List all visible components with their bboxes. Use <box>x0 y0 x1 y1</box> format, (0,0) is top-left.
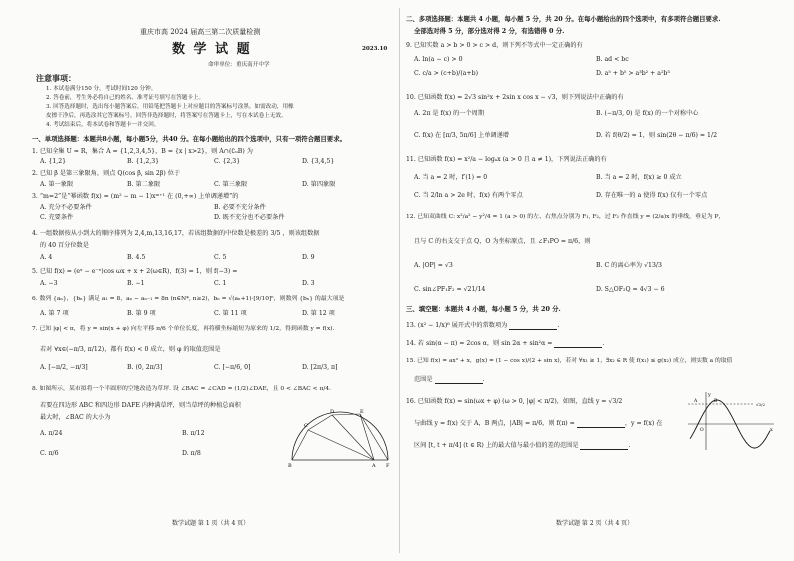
notice-item: 2. 答卷前，考生务必将自己的姓名、准考证号填写在答题卡上。 <box>46 95 205 101</box>
question-4: 4. 一组数据按从小到大的顺序排列为 2,4,m,13,16,17，若该组数据的中位数是极差的 3/5 ，则该组数据 <box>32 230 320 237</box>
option-d: D. [2π/3, π] <box>302 364 338 371</box>
chord <box>332 415 374 460</box>
chord <box>308 415 332 430</box>
option-d: D. 9 <box>302 254 315 261</box>
question-10: 10. 已知函数 f(x) = 2√3 sin²x + 2sin x cos x − √3，则下列说法中正确的有 <box>406 94 624 101</box>
option-c: C. 第 11 项 <box>214 310 247 317</box>
question-2: 2. 已知 β 是第三象限角，则点 Q(cos β, sin 2β) 位于 <box>32 170 181 177</box>
origin-label: O <box>700 428 704 433</box>
option-c: C. 5 <box>214 254 227 261</box>
author-unit: 命审单位：重庆南开中学 <box>208 62 270 68</box>
question-6: 6. 数列 {aₙ}，{bₙ} 满足 a₁ = 8，aₙ − aₙ₋₁ = 8n (n∈N*, n≥2)，bₙ = √(aₙ+1)·[9/10]ⁿ，则数列 {bₙ} 的最大项是 <box>32 296 345 302</box>
option-c: C. 第三象限 <box>214 181 248 188</box>
axis-label: x <box>770 427 773 433</box>
answer-blank <box>509 323 557 330</box>
option-d: D. S△OF₂Q = 4√3 − 6 <box>596 286 665 293</box>
option-b: B. π/12 <box>182 430 205 437</box>
option-a: A. |OP| = √3 <box>414 262 453 269</box>
option-b: B. {1,2,3} <box>127 158 160 165</box>
point-label: B <box>288 463 292 469</box>
question-12: 12. 已知双曲线 C: x²/a² − y²/4 = 1 (a > 0) 的左、右焦点分别为 F₁, F₂，过 F₂ 作直线 y = (2/a)x 的垂线，垂足为 P， <box>406 214 725 220</box>
question-14: 14. 若 sin(α − π) = 2cos α，则 sin 2α + sin²α = . <box>406 340 605 347</box>
answer-blank <box>577 421 625 428</box>
section-heading: 三、填空题：本题共 4 小题，每小题 5 分，共 20 分. <box>406 305 561 313</box>
question-9: 9. 已知实数 a > b > 0 > c > d，则下列不等式中一定正确的有 <box>406 42 583 49</box>
option-a: A. [−π/2, −π/3] <box>40 364 88 371</box>
question-8: 8. 如图所示，某市拟将一个半圆形的空地改造为草坪. 设 ∠BAC = ∠CAD = (1/2)∠DAE，且 0 < ∠BAC < π/4. <box>32 386 331 392</box>
notice-item: 皮擦干净后，再选涂其它答案标号。回答非选择题时，将答案写在答题卡上，写在本试卷上无效。 <box>46 113 287 119</box>
question-7-cont: 若对 ∀x∈(−π/3, π/12)，都有 f(x) < 0 成立，则 φ 的取值范围是 <box>40 346 221 353</box>
option-d: D. 若 f(θ/2) = 1，则 sin(2θ − π/6) = 1/2 <box>596 132 718 139</box>
notice-item: 1. 本试卷满分150 分，考试时间120 分钟。 <box>46 86 157 92</box>
notice-item: 4. 考试结束后，将本试卷和答题卡一并交回。 <box>46 122 160 128</box>
question-16-cont: 与曲线 y = f(x) 交于 A，B 两点，|AB| = π/6，则 f(π) = ，y = f(x) 在 <box>414 420 663 427</box>
point-label: A <box>694 399 698 404</box>
question-4-cont: 的 40 百分位数是 <box>40 242 89 249</box>
option-a: A. {1,2} <box>40 158 67 165</box>
question-7: 7. 已知 |φ| < π，将 y = sin(x + φ) 向左平移 π/6 个单位长度，再将横坐标缩短为原来的 1/2，得到函数 y = f(x). <box>32 326 335 332</box>
point-label: A <box>372 463 376 469</box>
point-label: C <box>304 423 308 429</box>
option-c: C. c/a > (c+b)/(a+b) <box>414 70 478 77</box>
sine-figure <box>684 390 776 452</box>
page-1 <box>32 0 392 561</box>
point-label: E <box>360 409 364 415</box>
fraction: 3/5 <box>270 230 281 237</box>
exam-header: 重庆市高 2024 届高三第二次质量检测 <box>140 28 261 36</box>
page-footer: 数学试题 第 2 页（共 4 页） <box>556 520 634 527</box>
option-c: C. 1 <box>214 280 227 287</box>
section-heading: 一、单项选择题：本题共8小题，每小题5分，共40 分。在每小题给出的四个选项中，只有一项符合题目要求。 <box>32 135 346 143</box>
question-15-cont: 范围是 . <box>414 376 485 383</box>
option-a: A. ln(a − c) > 0 <box>414 56 463 63</box>
option-a: A. 充分不必要条件 <box>40 204 92 211</box>
point-label: F <box>386 463 390 469</box>
option-d: D. 既不充分也不必要条件 <box>214 214 285 221</box>
option-b: B. 4.5 <box>127 254 146 261</box>
option-b: B. 第 9 项 <box>127 310 156 317</box>
section-heading: 二、多项选择题：本题共 4 小题，每小题 5 分，共 20 分。在每小题给出的四个选项中，有多项符合题目要求. <box>406 15 721 23</box>
option-d: D. 第 12 项 <box>302 310 335 317</box>
option-c: C. 当 2/ln a > 2e 时，f(x) 有两个零点 <box>414 192 523 199</box>
option-d: D. 第四象限 <box>302 181 336 188</box>
notice-title: 注意事项： <box>36 73 76 83</box>
option-a: A. −3 <box>40 280 58 287</box>
option-c: C. π/6 <box>40 450 59 457</box>
answer-blank <box>554 341 602 348</box>
axis-label: y <box>708 392 711 398</box>
chord <box>360 414 374 460</box>
option-d: D. 存在唯一的 a 使得 f(x) 仅有一个零点 <box>596 192 708 199</box>
option-b: B. 第二象限 <box>127 181 161 188</box>
option-b: B. ad < bc <box>596 56 629 63</box>
option-a: A. 第一象限 <box>40 181 74 188</box>
question-12-cont: 且与 C 的右支交于点 Q，O 为坐标原点，且 ∠F₁PO = π/6，则 <box>414 238 591 245</box>
exam-date: 2023.10 <box>362 46 388 52</box>
option-a: A. π/24 <box>40 430 63 437</box>
option-d: D. π/8 <box>182 450 201 457</box>
option-b: B. C 的离心率为 √13/3 <box>596 262 662 269</box>
question-16-cont: 区间 [t, t + π/4] (t ∈ R) 上的最大值与最小值的差的范围是 . <box>414 442 631 449</box>
page-divider <box>399 8 400 553</box>
option-c: C. [−π/6, 0] <box>214 364 251 371</box>
option-b: B. 必要不充分条件 <box>214 204 266 211</box>
question-15: 15. 已知 f(x) = ax² + x，g(x) = (1 − cos x)/(2 + sin x)，若对 ∀x₁ ≥ 1，∃x₂ ∈ R 使 f(x₁) ≤ g(x₂) 成立，则实数 a 的取值 <box>406 358 733 364</box>
chord <box>360 414 388 460</box>
answer-blank <box>435 377 483 384</box>
option-d: D. a⁵ + b⁵ > a³b² + a²b³ <box>596 70 670 77</box>
question-13: 13. (x² − 1/x)⁶ 展开式中的常数项为 . <box>406 322 560 329</box>
semicircle-figure <box>288 408 392 470</box>
chord <box>308 430 374 460</box>
question-1: 1. 已知全集 U = R，集合 A = {1,2,3,4,5}，B = {x | x>2}，则 A∩(∁ᵤB) 为 <box>32 148 253 155</box>
section-heading-cont: 全部选对得 5 分，部分选对得 2 分，有选错得 0 分. <box>414 27 565 35</box>
exam-title: 数 学 试 题 <box>172 42 252 57</box>
question-8-cont: 最大时，∠BAC 的大小为 <box>40 414 111 421</box>
point-label: B <box>714 399 718 404</box>
option-b: B. 当 a = 2 时，f(x) ≥ 0 成立 <box>596 174 682 181</box>
notice-item: 3. 回答选择题时，选出每小题答案后，用铅笔把答题卡上对应题目的答案标号涂黑。如需改动，用橡 <box>46 104 294 110</box>
answer-blank <box>580 443 628 450</box>
option-b: B. −1 <box>127 280 145 287</box>
page-2 <box>406 0 778 561</box>
page-footer: 数学试题 第 1 页（共 4 页） <box>172 520 250 527</box>
question-16: 16. 已知函数 f(x) = sin(ωx + φ) (ω > 0, |φ| < π/2)，如图，直线 y = √3/2 <box>406 398 623 405</box>
option-c: C. sin∠PF₁F₂ = √21/14 <box>414 286 486 293</box>
question-3: 3. “m=2”是“幂函数 f(x) = (m² − m − 1)xᵐ⁺¹ 在 (0,+∞) 上单调递增”的 <box>32 193 239 200</box>
option-b: B. (−π/3, 0) 是 f(x) 的一个对称中心 <box>596 110 699 117</box>
option-d: D. {3,4,5} <box>302 158 335 165</box>
option-c: C. {2,3} <box>214 158 241 165</box>
line-label: √3/2 <box>756 402 765 407</box>
option-a: A. 当 a = 2 时，f′(1) = 0 <box>414 174 488 181</box>
option-c: C. f(x) 在 [π/3, 5π/6] 上单调递增 <box>414 132 509 139</box>
option-a: A. 第 7 项 <box>40 310 69 317</box>
option-b: B. (0, 2π/3] <box>127 364 163 371</box>
point-label: D <box>330 409 335 415</box>
option-a: A. 4 <box>40 254 53 261</box>
option-d: D. 3 <box>302 280 315 287</box>
question-8-cont: 若要在四边形 ABC 和四边形 DAFE 内种满草坪，则当草坪的种植总面积 <box>40 402 241 409</box>
question-5: 5. 已知 f(x) = (eˣ − e⁻ˣ)cos ωx + x + 2(ω∈R)，f(3) = 1，则 f(−3) = <box>32 268 238 275</box>
question-11: 11. 已知函数 f(x) = x²/a − logₐx (a > 0 且 a ≠ 1)，下列说法正确的有 <box>406 156 607 163</box>
option-a: A. 2π 是 f(x) 的一个周期 <box>414 110 485 117</box>
option-c: C. 充要条件 <box>40 214 74 221</box>
